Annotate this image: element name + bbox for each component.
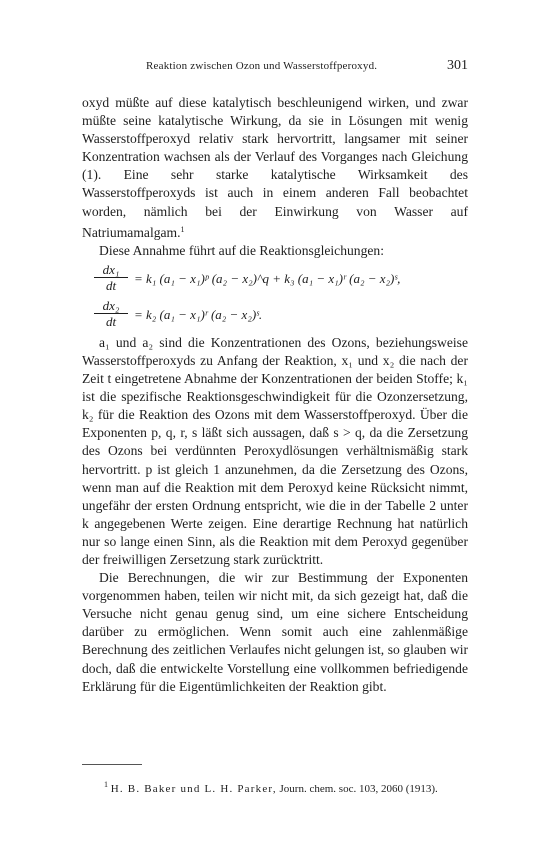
equation-1 [82, 262, 468, 296]
equation-1-denominator: dt [105, 277, 117, 293]
paragraph-4: Die Berechnungen, die wir zur Bestimmung der Exponenten vorgenommen haben, teilen wir nicht mit, da sich gezeigt hat, daß die Versuche nicht genau genug sind, um eine sichere Entscheidung darüber zu ermöglichen. Wenn somit auch eine zahlenmäßige Berechnung des zeitlichen Verlaufes nicht gelungen ist, so glauben wir doch, daß die entwickelte Vorstellung eine vollkommen befriedigende Erklärung für die Eigentümlichkeiten der Reaktion gibt. [82, 570, 468, 694]
equation-2 [82, 298, 468, 332]
running-header [82, 60, 468, 76]
equation-1-fraction [94, 262, 128, 294]
paragraph-3: a₁ und a₂ sind die Konzentrationen des Ozons, beziehungsweise Wasserstoffperoxyds zu Anfang der Reaktion, x₁ und x₂ die nach der Zeit t eingetretene Abnahme der Konzentrationen der beiden Stoffe; k₁ ist die spezifische Reaktionsgeschwindigkeit für die Ozonzersetzung, k₂ für die Reaktion des Ozons mit dem Wasserstoffperoxyd. Über die Exponenten p, q, r, s läßt sich aussagen, daß s > q, da die Zersetzung des Ozons bei verdünnten Peroxydlösungen verhältnismäßig stark hervortritt. p ist gleich 1 anzunehmen, da die Zersetzung des Ozons, wenn man auf die Reaktion mit dem Peroxyd keine Rücksicht nimmt, ungefähr der ersten Ordnung entspricht, wie die in der Tabelle 2 unter k angegebenen Werte zeigen. Eine derartige Rechnung hat natürlich nur so lange einen Sinn, als die Reaktion mit dem Peroxyd gegenüber der freiwilligen Zersetzung stark zurücktritt. [82, 334, 468, 567]
equation-1-rhs: = k₁ (a₁ − x₁)ᵖ (a₂ − x₂)^q + k₃ (a₁ − x₁)ʳ (a₂ − x₂)ˢ, [134, 270, 401, 286]
paragraph-1 [82, 94, 468, 242]
footnote-rule [82, 764, 142, 765]
equation-1-numerator: dx₁ [94, 262, 128, 278]
page-number: 301 [447, 58, 468, 73]
footnote [104, 780, 484, 795]
equation-2-numerator: dx₂ [94, 298, 128, 314]
running-title: Reaktion zwischen Ozon und Wasserstoffperoxyd. [146, 60, 378, 72]
footnote-authors: H. B. Baker und L. H. Parker, [110, 783, 277, 795]
equation-2-denominator: dt [105, 313, 117, 329]
equation-2-fraction [94, 298, 128, 330]
footnote-citation: Journ. chem. soc. 103, 2060 (1913). [279, 783, 438, 795]
footnote-reference: 1 [180, 224, 185, 234]
paragraph-2: Diese Annahme führt auf die Reaktionsgleichungen: [99, 242, 385, 258]
footnote-mark: 1 [104, 780, 108, 789]
main-text [82, 94, 468, 696]
paragraph-1-text: oxyd müßte auf diese katalytisch beschleunigend wirken, und zwar müßte seine katalytische Wirkung, da sie in Lösungen mit wenig Wasserstoffperoxyd relativ stark hervortritt, langsamer mit seiner Konzentration wachsen als der Verlauf des Vorganges nach Gleichung (1). Eine sehr starke katalytische Wirksamkeit des Wasserstoffperoxyds ist auch in einem anderen Fall beobachtet worden, nämlich bei der Einwirkung von Wasser auf Natriumamalgam. [82, 95, 468, 240]
equation-2-rhs: = k₂ (a₁ − x₁)ʳ (a₂ − x₂)ˢ. [134, 306, 263, 322]
